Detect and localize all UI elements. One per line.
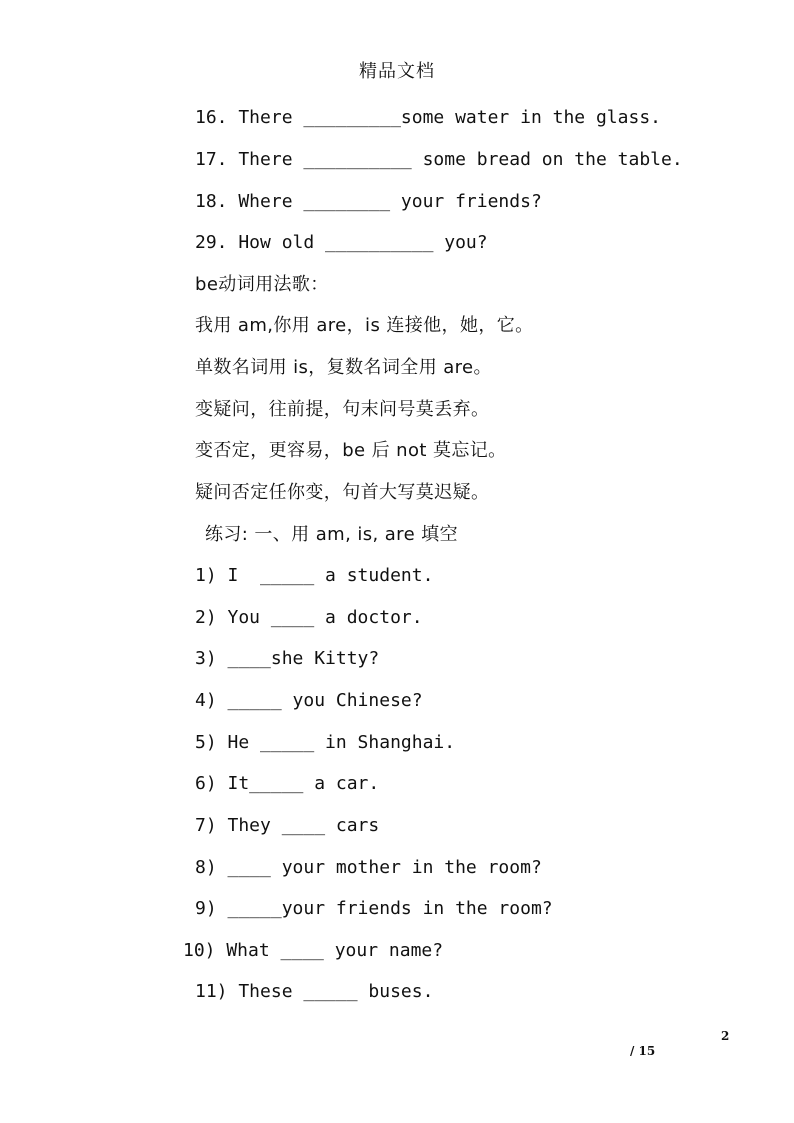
- exercise-line-16: 16. There _________some water in the glass.: [195, 107, 661, 128]
- practice-heading: 练习: 一、用 am, is, are 填空: [205, 524, 458, 545]
- document-header: 精品文档: [359, 61, 435, 82]
- practice-line-8: 8) ____ your mother in the room?: [195, 857, 542, 878]
- song-line-2: 单数名词用 is，复数名词全用 are。: [195, 357, 492, 378]
- exercise-line-18: 18. Where ________ your friends?: [195, 191, 542, 212]
- practice-line-5: 5) He _____ in Shanghai.: [195, 732, 456, 753]
- song-line-3: 变疑问，往前提，句末问号莫丢弃。: [195, 399, 490, 420]
- song-line-1: 我用 am,你用 are，is 连接他，她，它。: [195, 315, 534, 336]
- song-line-4: 变否定，更容易，be 后 not 莫忘记。: [195, 440, 507, 461]
- song-title: be动词用法歌：: [195, 274, 329, 295]
- exercise-line-29: 29. How old __________ you?: [195, 232, 488, 253]
- practice-line-11: 11) These _____ buses.: [195, 981, 434, 1002]
- practice-line-1: 1) I _____ a student.: [195, 565, 434, 586]
- practice-line-6: 6) It_____ a car.: [195, 773, 380, 794]
- practice-line-10: 10) What ____ your name?: [183, 940, 444, 961]
- practice-line-4: 4) _____ you Chinese?: [195, 690, 423, 711]
- practice-line-9: 9) _____your friends in the room?: [195, 898, 553, 919]
- song-line-5: 疑问否定任你变，句首大写莫迟疑。: [195, 482, 490, 503]
- practice-line-3: 3) ____she Kitty?: [195, 648, 380, 669]
- practice-line-2: 2) You ____ a doctor.: [195, 607, 423, 628]
- exercise-line-17: 17. There __________ some bread on the table.: [195, 149, 683, 170]
- total-pages: / 15: [630, 1044, 656, 1058]
- practice-line-7: 7) They ____ cars: [195, 815, 380, 836]
- page-number: 2: [721, 1029, 730, 1043]
